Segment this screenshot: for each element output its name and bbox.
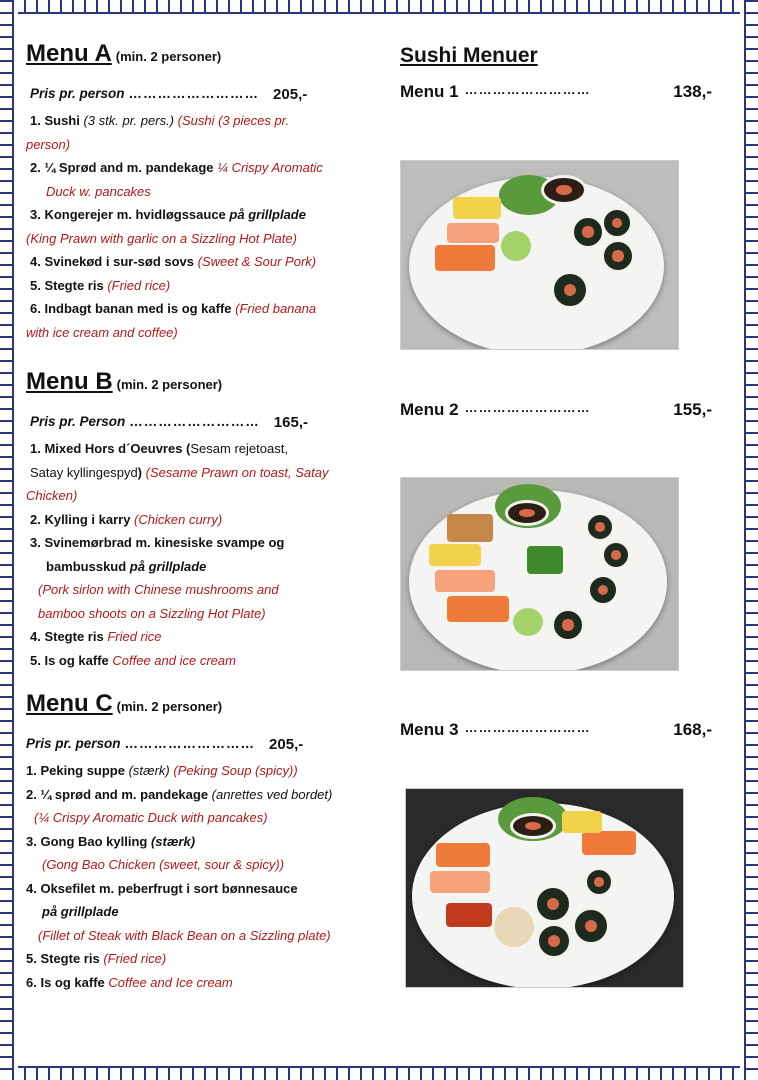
price-label: Pris pr. person (26, 736, 121, 751)
menu-item (26, 971, 371, 995)
shrimp-nigiri (447, 223, 499, 243)
menu-c-section (26, 690, 371, 994)
item-note: på grillplade (129, 558, 207, 574)
maki-roll (584, 867, 614, 897)
maki-roll (572, 907, 610, 945)
menu-c-subtitle: (min. 2 personer) (116, 699, 223, 714)
salmon-nigiri (435, 245, 495, 271)
sushi-heading: Sushi Menuer (400, 44, 538, 67)
menu-item (26, 759, 371, 783)
menu-item (26, 297, 371, 321)
item-english: (Peking Soup (spicy)) (173, 763, 298, 778)
menu-a-price: 205,- (273, 86, 308, 103)
item-note: (anrettes ved bordet) (211, 786, 333, 802)
menu-item-cont (26, 133, 371, 157)
sushi-menu-label: Menu 3 (400, 720, 459, 739)
menu-item (26, 947, 371, 971)
menu-item-cont (26, 578, 371, 602)
menu-item-cont (26, 227, 371, 251)
maki-roll (534, 885, 572, 923)
salmon-nigiri (436, 843, 490, 867)
price-dots: ……………………… (128, 86, 260, 101)
item-note: (3 stk. pr. pers.) (83, 113, 178, 128)
salmon-nigiri (447, 596, 509, 622)
item-name: 4. Stegte ris (30, 629, 108, 644)
item-name: 4. Oksefilet m. peberfrugt i sort bønnesauce (26, 880, 298, 896)
soy-sauce-bowl (541, 175, 587, 205)
item-english: (King Prawn with garlic on a Sizzling Hot Plate) (26, 230, 297, 246)
menu-item (26, 203, 371, 227)
item-english: (Chicken curry) (134, 511, 223, 527)
maki-roll (551, 608, 585, 642)
inari (447, 514, 493, 542)
sushi-menu-3-photo (405, 788, 684, 988)
item-name: 2. ¼ Sprød and m. pandekage (30, 160, 218, 175)
seaweed-salad (527, 546, 563, 574)
item-english: Duck w. pancakes (46, 183, 151, 199)
decorative-border-right (740, 0, 758, 1080)
item-english: (Fillet of Steak with Black Bean on a Sizzling plate) (38, 927, 331, 943)
item-english: with ice cream and coffee) (26, 324, 178, 340)
shrimp-nigiri (435, 570, 495, 592)
sushi-menu-price: 168,- (673, 720, 712, 739)
menu-item (26, 531, 371, 555)
menu-item-cont (26, 806, 371, 830)
maki-roll (571, 215, 605, 249)
menu-item-cont (26, 853, 371, 877)
item-name: ) (137, 464, 143, 480)
menu-a-subtitle: (min. 2 personer) (115, 49, 222, 64)
item-note: (stærk) (150, 833, 196, 849)
item-english: ¼ Crispy Aromatic (217, 160, 323, 175)
maki-roll (536, 923, 572, 959)
soy-sauce-bowl (505, 500, 549, 526)
menu-a-title: Menu A (26, 40, 112, 67)
item-name: 3. Svinemørbrad m. kinesiske svampe og (30, 535, 285, 550)
item-name: 5. Is og kaffe (30, 652, 113, 668)
item-name: 5. Stegte ris (30, 277, 108, 293)
sushi-menu-2-row (400, 400, 712, 420)
item-english: Chicken) (26, 488, 78, 503)
menu-item (26, 274, 371, 298)
menu-b-price: 165,- (273, 414, 308, 431)
menu-item (26, 156, 371, 180)
sushi-menu-label: Menu 2 (400, 400, 459, 419)
menu-item (26, 625, 371, 649)
menu-item (26, 649, 371, 673)
maki-roll (585, 512, 615, 542)
menu-item (26, 877, 371, 901)
maki-roll (601, 207, 633, 239)
price-dots: ……………………… (464, 720, 591, 735)
item-note: på grillplade (229, 207, 306, 222)
menu-c-price-row (26, 736, 371, 753)
menu-item-cont (26, 900, 371, 924)
item-note: (stærk) (128, 763, 174, 778)
item-english: (Sweet & Sour Pork) (197, 254, 317, 269)
menu-item (26, 250, 371, 274)
item-english: (Sesame Prawn on toast, Satay (142, 464, 329, 480)
sesame-roll (494, 907, 534, 947)
item-name: bambusskud (46, 558, 130, 574)
menu-item (26, 830, 371, 854)
item-english: (Fried rice) (107, 277, 171, 293)
item-english: (Sushi (3 pieces pr. (177, 113, 290, 128)
set-menus-column (26, 40, 371, 994)
menu-item (26, 437, 371, 461)
item-english: Coffee and ice cream (112, 652, 236, 668)
menu-item (26, 783, 371, 807)
price-dots: ……………………… (464, 400, 591, 415)
item-english: Fried rice (107, 629, 162, 644)
sushi-menu-1-row (400, 82, 712, 102)
maki-roll (501, 231, 531, 261)
item-name: 3. Kongerejer m. hvidløgssauce (30, 207, 230, 222)
item-english: Coffee and Ice cream (108, 974, 233, 990)
price-dots: ……………………… (129, 414, 260, 429)
item-name: 6. Indbagt banan med is og kaffe (30, 301, 236, 316)
sushi-menus-column (400, 40, 720, 102)
maki-roll (601, 540, 631, 570)
price-dots: ……………………… (464, 82, 591, 97)
menu-item (26, 109, 371, 133)
item-english: (Fried banana (235, 301, 317, 316)
menu-b-section (26, 368, 371, 672)
tamago-nigiri (453, 197, 501, 219)
sushi-menu-price: 138,- (673, 82, 712, 101)
sushi-menu-1-photo (400, 160, 679, 350)
salmon-nigiri (582, 831, 636, 855)
decorative-border-bottom (0, 1062, 758, 1080)
sushi-menu-price: 155,- (673, 400, 712, 419)
tamago-nigiri (429, 544, 481, 566)
item-english: (Gong Bao Chicken (sweet, sour & spicy)) (42, 857, 285, 872)
item-note: på grillplade (42, 904, 119, 919)
item-name: 1. Sushi (30, 113, 84, 128)
menu-c-title: Menu C (26, 690, 113, 717)
item-name: 2. ¼ sprød and m. pandekage (26, 786, 212, 802)
price-dots: ……………………… (124, 736, 256, 751)
item-note: Sesam rejetoast, (190, 441, 288, 456)
price-label: Pris pr. person (30, 86, 125, 101)
menu-b-subtitle: (min. 2 personer) (116, 377, 223, 392)
menu-item-cont (26, 924, 371, 948)
menu-item (26, 508, 371, 532)
decorative-border-top (0, 0, 758, 18)
menu-item-cont (26, 555, 371, 579)
menu-a-price-row (30, 86, 371, 103)
menu-a-section (26, 40, 371, 344)
menu-item-cont (26, 461, 371, 485)
menu-b-title: Menu B (26, 368, 113, 395)
item-english: (¼ Crispy Aromatic Duck with pancakes) (34, 810, 268, 825)
sushi-menu-label: Menu 1 (400, 82, 459, 101)
menu-item-cont (26, 321, 371, 345)
maki-roll (587, 574, 619, 606)
item-name: 2. Kylling i karry (30, 511, 135, 527)
menu-b-price-row (30, 414, 371, 431)
item-english: (Fried rice) (103, 951, 167, 966)
maki-roll (601, 239, 635, 273)
tamago-nigiri (562, 811, 602, 833)
item-name: 6. Is og kaffe (26, 974, 109, 990)
item-name: 5. Stegte ris (26, 951, 104, 966)
shrimp-nigiri (430, 871, 490, 893)
item-name: 1. Peking suppe (26, 763, 129, 778)
maki-roll (551, 271, 589, 309)
item-english: (Pork sirlon with Chinese mushrooms and (38, 582, 279, 597)
maki-roll (513, 608, 543, 636)
item-name: 4. Svinekød i sur-sød sovs (30, 254, 198, 269)
menu-item-cont (26, 602, 371, 626)
decorative-border-left (0, 0, 18, 1080)
item-name: 3. Gong Bao kylling (26, 833, 151, 849)
menu-item-cont (26, 180, 371, 204)
sushi-menu-2-photo (400, 477, 679, 671)
item-note: Satay kyllingespyd (30, 464, 138, 480)
soy-sauce-bowl (510, 813, 556, 839)
price-label: Pris pr. Person (30, 414, 126, 429)
item-english: bamboo shoots on a Sizzling Hot Plate) (38, 605, 266, 621)
item-name: 1. Mixed Hors d´Oeuvres ( (30, 441, 191, 456)
menu-item-cont (26, 484, 371, 508)
roe-gunkan (446, 903, 492, 927)
menu-c-price: 205,- (269, 736, 304, 753)
sushi-menu-3-row (400, 720, 712, 740)
item-english: person) (26, 136, 71, 152)
